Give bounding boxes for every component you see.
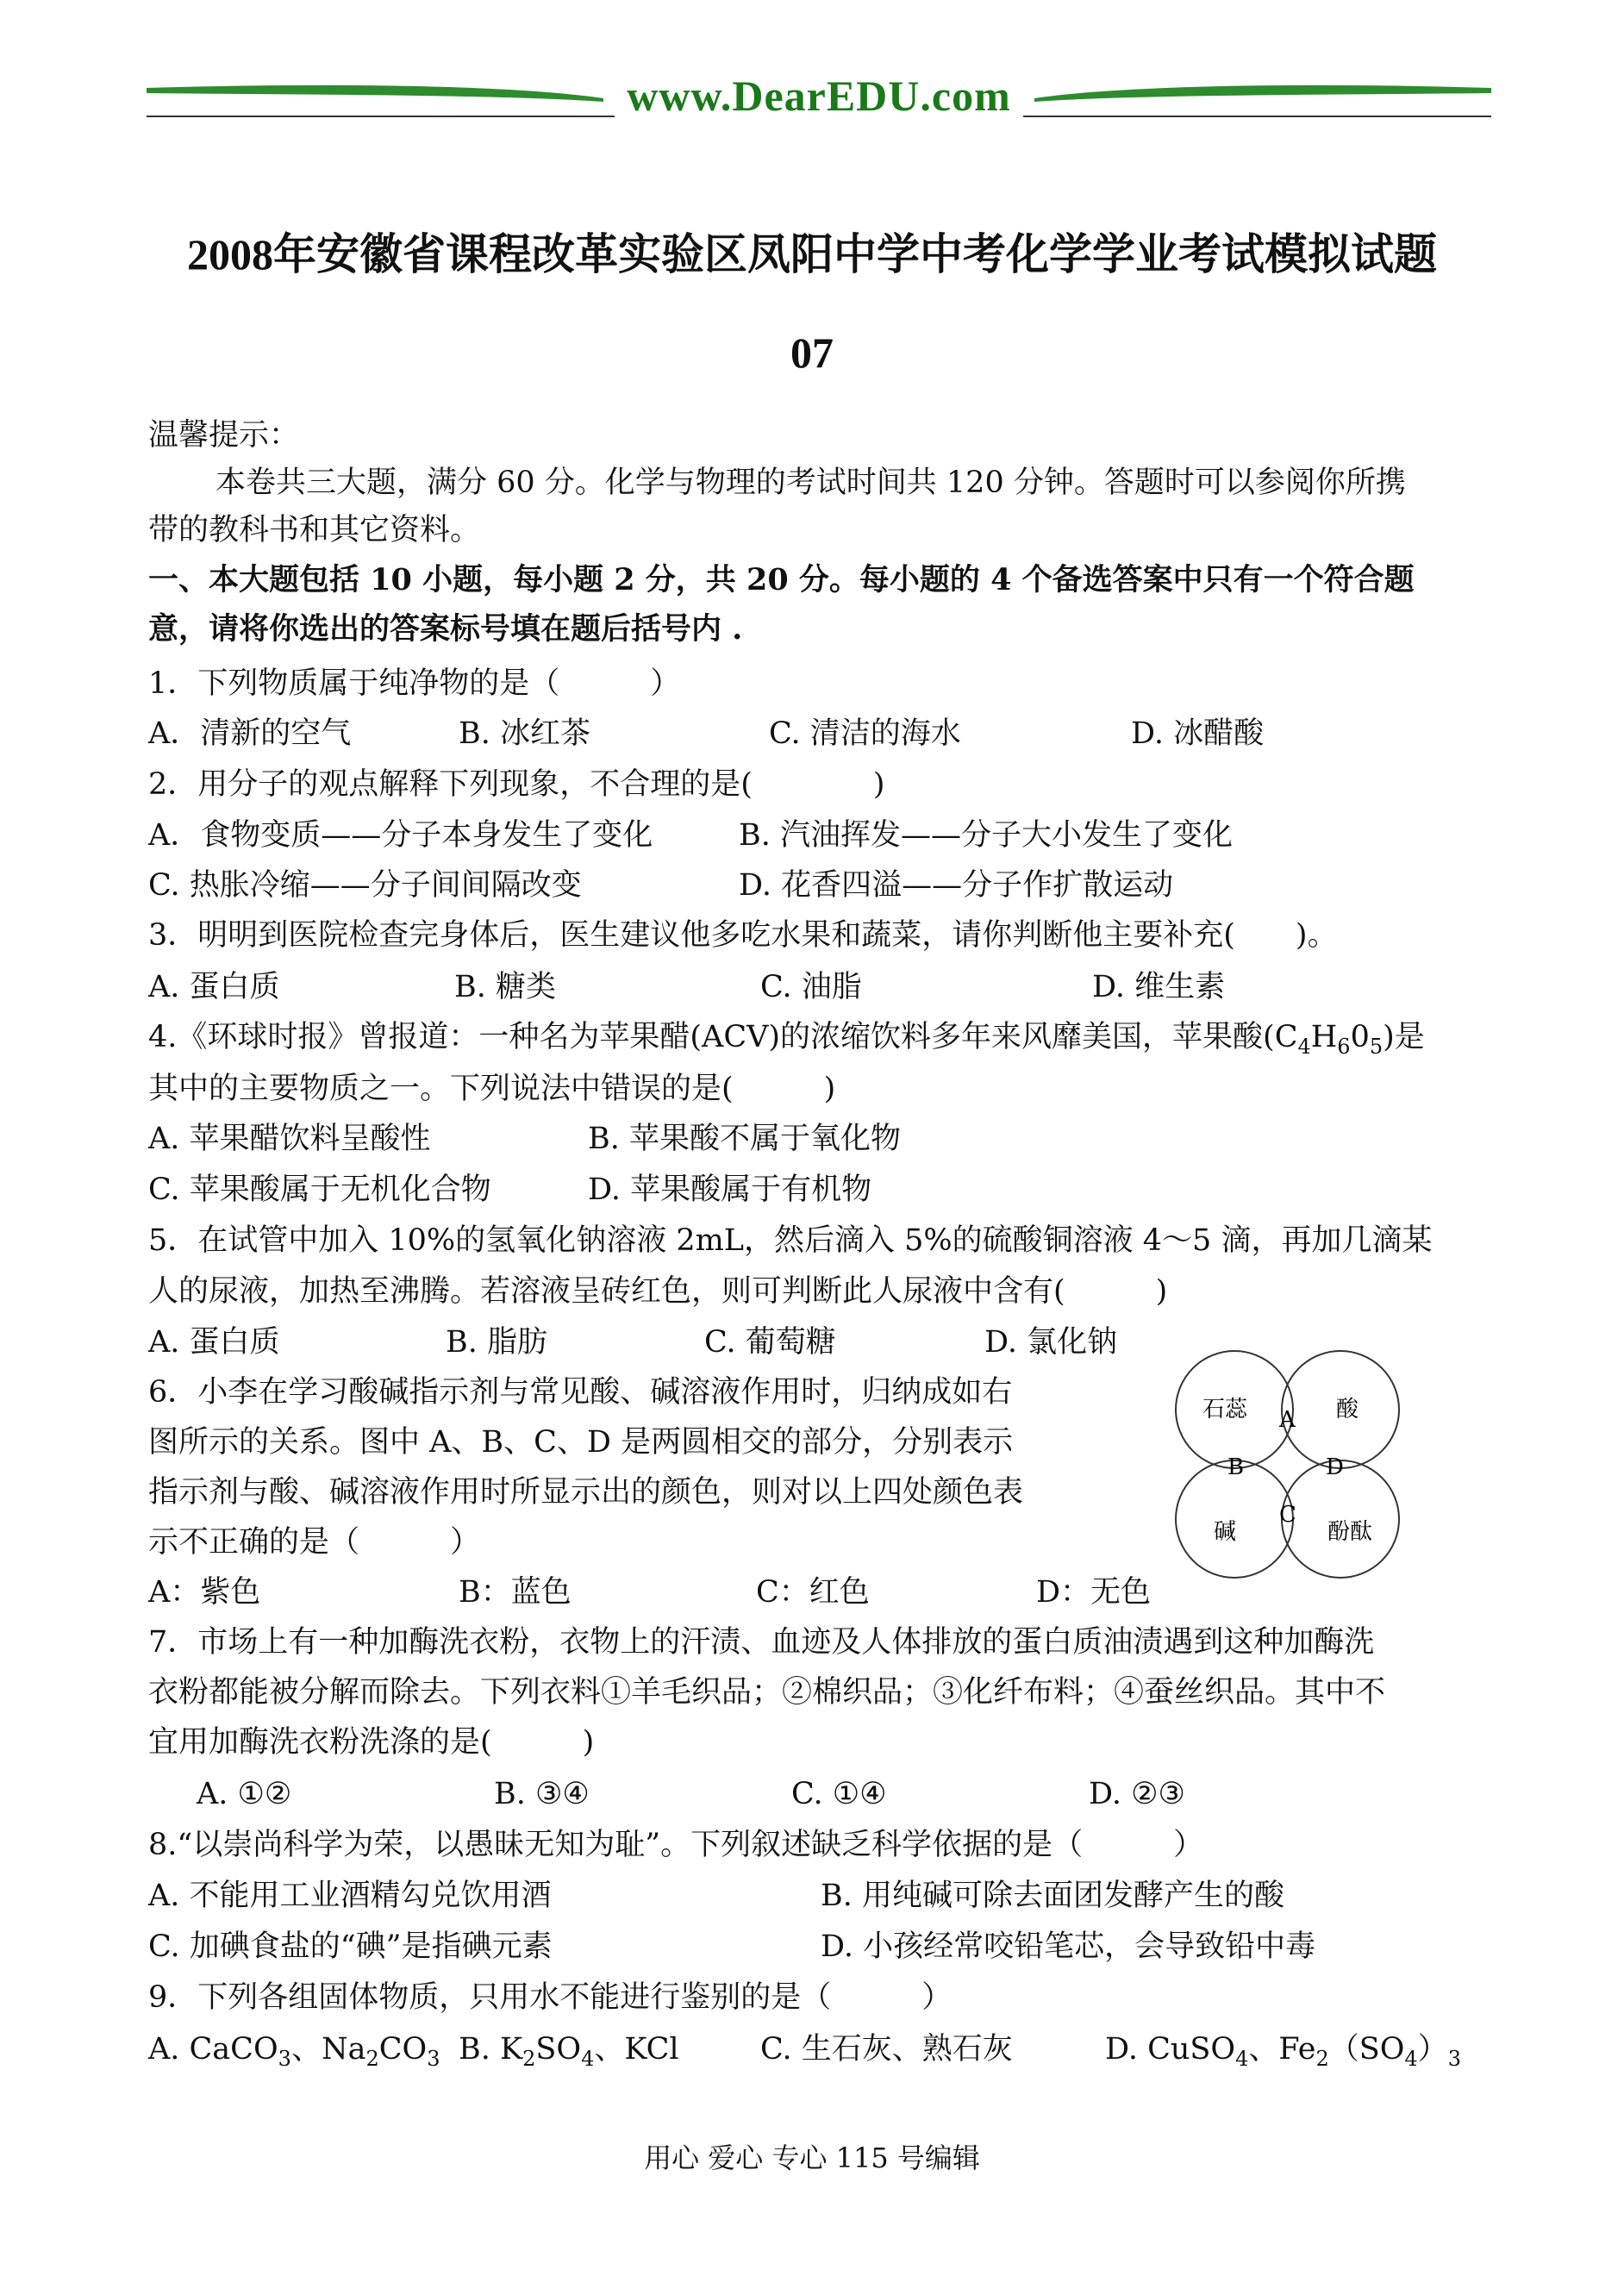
option-c: C. 热胀冷缩——分子间间隔改变: [148, 868, 582, 903]
question-8-options-row1: [148, 1874, 1284, 1917]
site-logo: www.DearEDU.com: [147, 71, 1491, 121]
option-a: A. ①②: [197, 1777, 292, 1811]
question-5-stem-2: 人的尿液，加热至沸腾。若溶液呈砖红色，则可判断此人尿液中含有( ): [148, 1274, 1168, 1309]
option-c: C. 加碘食盐的“碘”是指碘元素: [148, 1929, 553, 1964]
option-a: A．清新的空气: [148, 716, 352, 751]
page-title-number: 07: [790, 328, 834, 377]
tip-text-2: 带的教科书和其它资料。: [148, 513, 481, 547]
option-c: C. 油脂: [760, 970, 862, 1004]
section-heading: 一、本大题包括 10 小题，每小题 2 分，共 20 分。每小题的 4 个备选答案中只有一个符合题: [148, 562, 1415, 597]
section-heading-2: 意，请将你选出的答案标号填在题后括号内 .: [148, 611, 743, 647]
question-8-options-row2: [148, 1925, 1315, 1968]
question-3-stem: 3．明明到医院检查完身体后，医生建议他多吃水果和蔬菜，请你判断他主要补充( )。: [148, 918, 1338, 953]
option-d: D. 冰醋酸: [1131, 716, 1265, 751]
region-c: C: [1279, 1502, 1296, 1528]
option-c: C：红色: [756, 1575, 870, 1610]
option-d: D. 氯化钠: [984, 1325, 1118, 1360]
question-7-stem-2: 衣粉都能被分解而除去。下列衣料①羊毛织品；②棉织品；③化纤布料；④蚕丝织品。其中不: [148, 1675, 1386, 1710]
region-b: B: [1227, 1454, 1245, 1480]
option-d: D. 小孩经常咬铅笔芯，会导致铅中毒: [821, 1929, 1316, 1964]
label-phenolphthalein: 酚酞: [1327, 1519, 1373, 1545]
option-d: D. CuSO$_4$、$Fe_2(SO_4)_3$: [1105, 2032, 1461, 2071]
page-footer: 用心 爱心 专心 115 号编辑: [644, 2142, 980, 2174]
question-4-stem: 4.《环球时报》曾报道：一种名为苹果醋(ACV)的浓缩饮料多年来风靡美国，苹果酸$(C_4H_60_5)$是: [148, 1020, 1425, 1059]
option-a: A. 蛋白质: [148, 970, 280, 1004]
option-a: A. 不能用工业酒精勾兑饮用酒: [148, 1879, 552, 1913]
option-d: D. 维生素: [1092, 970, 1226, 1004]
question-4-stem-2: 其中的主要物质之一。下列说法中错误的是( ): [148, 1072, 836, 1106]
question-9-stem: 9．下列各组固体物质，只用水不能进行鉴别的是（ ）: [148, 1980, 953, 2015]
option-c: C. 清洁的海水: [769, 716, 961, 751]
region-a: A: [1279, 1407, 1296, 1433]
option-b: B. 冰红茶: [459, 716, 590, 751]
option-c: C. 生石灰、熟石灰: [760, 2032, 1013, 2067]
option-b: B：蓝色: [459, 1575, 572, 1610]
question-3-options: [148, 966, 1225, 1009]
question-4-options-row1: [148, 1117, 901, 1160]
question-6-stem-2: 图所示的关系。图中 A、B、C、D 是两圆相交的部分，分别表示: [148, 1425, 1014, 1460]
question-2-stem: 2．用分子的观点解释下列现象，不合理的是( ): [148, 767, 885, 802]
option-b: B. ③④: [494, 1777, 590, 1811]
option-c: C. 苹果酸属于无机化合物: [148, 1173, 491, 1207]
option-b: B. 汽油挥发——分子大小发生了变化: [739, 818, 1233, 853]
option-b: B. 脂肪: [446, 1325, 547, 1360]
question-9-options: [148, 2028, 1461, 2080]
question-4-options-row2: [148, 1168, 871, 1211]
tip-text: 本卷共三大题，满分 60 分。化学与物理的考试时间共 120 分钟。答题时可以参阅你所携: [215, 466, 1406, 500]
question-6-stem-3: 指示剂与酸、碱溶液作用时所显示出的颜色，则对以上四处颜色表: [148, 1475, 1024, 1510]
question-7-stem-3: 宜用加酶洗衣粉洗涤的是( ): [148, 1725, 595, 1760]
question-5-options: [148, 1321, 1117, 1364]
question-8-stem: 8.“以崇尚科学为荣，以愚昧无知为耻”。下列叙述缺乏科学依据的是（ ）: [148, 1828, 1204, 1862]
option-d: D：无色: [1036, 1575, 1152, 1610]
page-title: 2008年安徽省课程改革实验区凤阳中学中考化学学业考试模拟试题: [187, 230, 1437, 278]
option-d: D. ②③: [1089, 1777, 1185, 1811]
question-6-options: [148, 1571, 1151, 1614]
option-b: B. 糖类: [454, 970, 556, 1004]
question-5-stem: 5．在试管中加入 10%的氢氧化钠溶液 2mL，然后滴入 5%的硫酸铜溶液 4～5 滴，再加几滴某: [148, 1223, 1433, 1258]
option-d: D. 苹果酸属于有机物: [588, 1173, 872, 1207]
question-7-stem: 7．市场上有一种加酶洗衣粉，衣物上的汗渍、血迹及人体排放的蛋白质油渍遇到这种加酶洗: [148, 1625, 1375, 1660]
question-1-stem: 1．下列物质属于纯净物的是（ ）: [148, 666, 681, 701]
option-b: B. $K_2SO_4$、KCl: [459, 2032, 679, 2071]
region-d: D: [1326, 1454, 1344, 1480]
label-base: 碱: [1214, 1519, 1237, 1545]
option-a: A：紫色: [148, 1575, 261, 1610]
label-litmus: 石蕊: [1202, 1397, 1248, 1423]
indicator-venn-diagram: [1164, 1349, 1422, 1586]
option-a: A. 苹果醋饮料呈酸性: [148, 1122, 431, 1156]
option-a: A．食物变质——分子本身发生了变化: [148, 818, 653, 853]
site-header: [147, 69, 1491, 121]
question-2-options-row1: [148, 814, 1233, 857]
option-b: B. 用纯碱可除去面团发酵产生的酸: [821, 1879, 1284, 1913]
label-acid: 酸: [1336, 1397, 1359, 1423]
tip-label: 温馨提示：: [148, 418, 300, 453]
option-a: A. 蛋白质: [148, 1325, 280, 1360]
question-7-options: [197, 1773, 1185, 1816]
question-2-options-row2: [148, 864, 1173, 907]
option-c: C. ①④: [791, 1777, 887, 1811]
question-1-options: [148, 712, 1264, 755]
question-6-stem: 6．小李在学习酸碱指示剂与常见酸、碱溶液作用时，归纳成如右: [148, 1375, 1013, 1410]
option-a: A. CaCO$_3$、$Na_2CO_3$: [148, 2032, 440, 2071]
option-d: D. 花香四溢——分子作扩散运动: [739, 868, 1174, 903]
question-6-stem-4: 示不正确的是（ ）: [148, 1525, 481, 1560]
option-b: B. 苹果酸不属于氧化物: [588, 1122, 901, 1156]
option-c: C. 葡萄糖: [704, 1325, 836, 1360]
